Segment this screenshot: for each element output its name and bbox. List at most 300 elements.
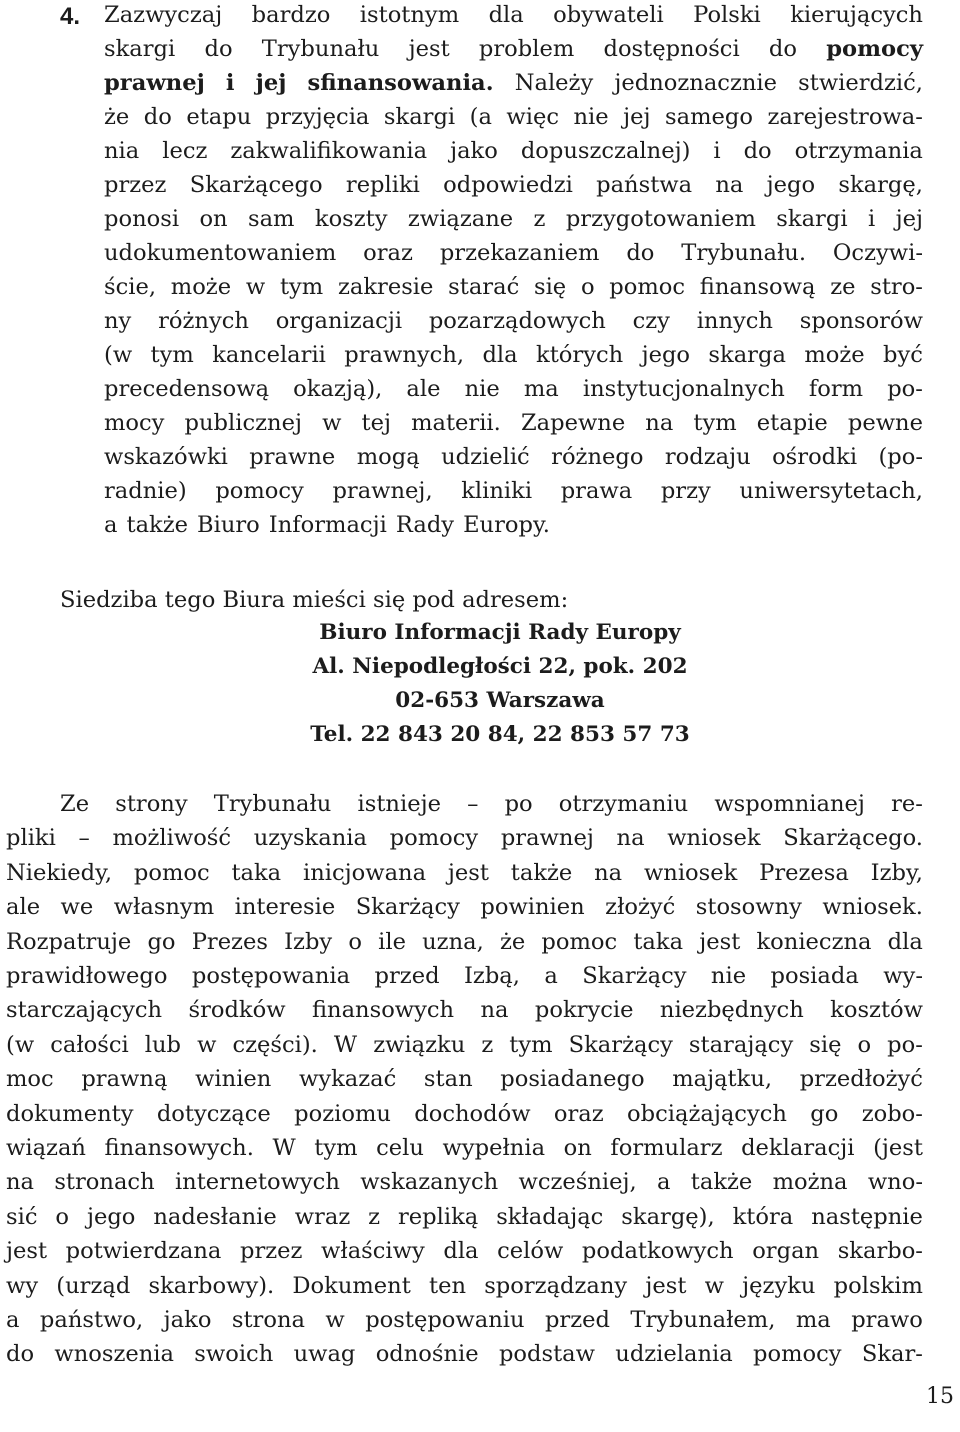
word: okazją), <box>293 376 383 402</box>
word: jej <box>623 104 651 130</box>
word: jej <box>255 70 287 96</box>
word: zarejestrowa- <box>767 104 923 130</box>
word: niezbędnych <box>659 997 804 1024</box>
word: prawną <box>81 1066 168 1093</box>
word: go <box>810 1100 839 1127</box>
word: Prezes <box>191 928 268 955</box>
word: ośrodki <box>772 444 858 470</box>
word: ponosi <box>104 206 180 232</box>
word: obciążających <box>627 1100 787 1127</box>
word: po <box>504 791 533 817</box>
word: zakwalifikowania <box>230 138 428 164</box>
address-street: Al. Niepodległości 22, pok. 202 <box>312 654 688 679</box>
word: przyjęcia <box>265 104 370 130</box>
word: pliki <box>6 825 56 852</box>
word: o <box>55 1203 70 1230</box>
page-number: 15 <box>926 1384 954 1409</box>
word: skarbowy). <box>148 1272 275 1299</box>
word: części). <box>232 1031 318 1058</box>
word: organizacji <box>275 308 403 334</box>
paragraph-two-line <box>6 1131 923 1165</box>
word: winien <box>195 1066 272 1093</box>
word: wspomnianej <box>714 791 865 817</box>
word: oraz <box>553 1100 604 1127</box>
word: się <box>809 1031 842 1058</box>
word: a <box>104 512 118 538</box>
word: poziomu <box>294 1100 391 1127</box>
word: własnym <box>113 894 215 921</box>
word: może <box>804 342 865 368</box>
word: tym <box>150 342 194 368</box>
word: uwag <box>293 1341 356 1368</box>
word: właściwy <box>321 1238 425 1265</box>
word: problem <box>478 36 575 62</box>
word: w <box>245 274 266 300</box>
word: języku <box>742 1272 816 1299</box>
word: Rady <box>395 512 455 538</box>
word: internetowych <box>174 1169 340 1196</box>
word: W <box>333 1031 358 1058</box>
word: majątku, <box>672 1066 773 1093</box>
word: przed <box>544 1307 610 1333</box>
word: ny <box>104 308 132 334</box>
word: uzyskania <box>253 825 367 852</box>
word: Prezesa <box>759 859 849 886</box>
word: istnieje <box>357 791 441 817</box>
word: składając <box>496 1203 604 1230</box>
word: Skarżącego. <box>783 825 923 852</box>
word: sponsorów <box>799 308 923 334</box>
word: Izby <box>284 928 333 955</box>
word: etapu <box>186 104 252 130</box>
word: także <box>690 1169 753 1196</box>
word: jest <box>447 859 489 886</box>
word: z <box>368 1203 381 1230</box>
word: a <box>544 963 558 989</box>
word: udzielić <box>441 444 530 470</box>
word: pomoc <box>133 859 210 886</box>
paragraph-two-line <box>6 821 923 855</box>
word: skargę, <box>838 172 923 198</box>
word: form <box>808 376 864 402</box>
word: celów <box>497 1238 564 1265</box>
word: uniwersytetach, <box>739 478 923 504</box>
word: samego <box>665 104 753 130</box>
paragraph-two-line <box>6 856 923 890</box>
word: Niekiedy, <box>6 859 113 886</box>
word: prawne <box>249 444 336 470</box>
word: prawidłowego <box>6 963 168 989</box>
address-name: Biuro Informacji Rady Europy <box>319 620 681 645</box>
word: możliwość <box>112 825 232 852</box>
paragraph-two-line <box>60 787 923 821</box>
word: pokrycie <box>534 997 634 1024</box>
word: finansowych. <box>104 1135 254 1161</box>
word: stosowny <box>695 894 802 921</box>
word: prawo <box>851 1307 923 1333</box>
word: wniosek <box>667 825 761 852</box>
word: wcześniej, <box>518 1169 637 1196</box>
word: dla <box>488 2 524 28</box>
word: otrzymaniu <box>558 791 689 817</box>
word: się <box>533 274 567 300</box>
word: jednoznacznie <box>614 70 777 96</box>
word: wiązań <box>6 1135 86 1161</box>
word: przez <box>104 172 167 198</box>
paragraph-two-line <box>6 1269 923 1303</box>
word: swoich <box>194 1341 274 1368</box>
paragraph-one-line <box>104 100 923 134</box>
word: stro- <box>870 274 923 300</box>
word: jest <box>699 928 741 955</box>
paragraph-one-line <box>104 372 923 406</box>
word: dochodów <box>414 1100 531 1127</box>
word: potwierdzana <box>65 1238 222 1265</box>
word: Oczywi- <box>832 240 923 266</box>
word: moc <box>6 1066 54 1093</box>
word: strona <box>231 1307 305 1333</box>
word: udokumentowaniem <box>104 240 337 266</box>
word: różnego <box>551 444 644 470</box>
word: (w <box>6 1031 35 1058</box>
word: przez <box>240 1238 303 1265</box>
word: można <box>772 1169 848 1196</box>
word: następnie <box>811 1203 923 1230</box>
word: podstaw <box>498 1341 595 1368</box>
word: tym <box>314 1135 358 1161</box>
word: do <box>6 1341 35 1368</box>
paragraph-two-line <box>6 1337 923 1371</box>
word: we <box>60 894 94 921</box>
word: więc <box>506 104 560 130</box>
word: Trybunałem, <box>630 1307 776 1333</box>
word: tym <box>279 274 324 300</box>
paragraph-one-line <box>104 236 923 270</box>
word: powinien <box>480 894 585 921</box>
word: W <box>272 1135 296 1161</box>
word: wykazać <box>298 1066 397 1093</box>
word: inicjowana <box>302 859 427 886</box>
word: repliką <box>398 1203 479 1230</box>
word: i <box>225 70 235 96</box>
word: skargi <box>383 104 456 130</box>
word: mogą <box>356 444 420 470</box>
address-city: 02-653 Warszawa <box>395 688 605 713</box>
word: nie <box>710 963 747 989</box>
word: wskazówki <box>104 444 228 470</box>
word: prawnej <box>500 825 594 852</box>
word: Trybunału <box>261 36 380 62</box>
word: koszty <box>314 206 388 232</box>
word: pomocy <box>215 478 304 504</box>
word: dla <box>443 1238 479 1265</box>
word: stronach <box>54 1169 155 1196</box>
paragraph-one-line <box>104 134 923 168</box>
word: przed <box>374 963 440 989</box>
word: Ze <box>60 791 90 817</box>
word: taka <box>633 928 684 955</box>
word: Polski <box>693 2 761 28</box>
word: nadesłanie <box>153 1203 277 1230</box>
word: przy <box>660 478 711 504</box>
word: pomocy <box>826 36 923 62</box>
word: prawa <box>560 478 633 504</box>
word: przedłożyć <box>799 1066 923 1093</box>
word: dokumenty <box>6 1100 134 1127</box>
paragraph-one-line <box>104 406 923 440</box>
word: ście, <box>104 274 157 300</box>
word: bardzo <box>251 2 331 28</box>
word: także <box>126 512 188 538</box>
paragraph-one-line <box>104 32 923 66</box>
word: w <box>322 410 342 436</box>
paragraph-one-line <box>104 66 923 100</box>
word: w <box>704 1272 724 1299</box>
word: polskim <box>833 1272 923 1299</box>
address-phone: Tel. 22 843 20 84, 22 853 57 73 <box>310 722 690 747</box>
word: państwo, <box>39 1307 144 1333</box>
word: wy <box>6 1272 39 1299</box>
word: ten <box>429 1272 467 1299</box>
word: Należy <box>514 70 594 96</box>
word: istotnym <box>359 2 460 28</box>
word: z <box>481 1031 494 1058</box>
word: pomocy <box>389 825 479 852</box>
word: ale <box>6 894 41 921</box>
word: nie <box>464 376 500 402</box>
word: Zapewne <box>520 410 626 436</box>
word: Dokument <box>292 1272 411 1299</box>
word: w <box>325 1307 345 1333</box>
paragraph-one-line <box>104 0 923 32</box>
word: Skarżący <box>568 1031 673 1058</box>
paragraph-two-line <box>6 925 923 959</box>
word: państwa <box>596 172 693 198</box>
word: Izby, <box>870 859 923 886</box>
word: starać <box>448 274 520 300</box>
word: że <box>499 928 526 955</box>
word: Biuro <box>197 512 260 538</box>
word: dla <box>887 928 923 955</box>
word: skargę), <box>621 1203 715 1230</box>
word: postępowaniu <box>365 1307 525 1333</box>
word: posiadanego <box>500 1066 645 1093</box>
word: pomocy <box>753 1341 842 1368</box>
word: innych <box>696 308 773 334</box>
word: repliki <box>345 172 420 198</box>
word: obywateli <box>553 2 664 28</box>
word: formularz <box>610 1135 723 1161</box>
word: na <box>616 825 645 852</box>
word: całości <box>50 1031 129 1058</box>
paragraph-two-line <box>6 959 923 993</box>
word: do <box>143 104 172 130</box>
word: (urząd <box>56 1272 131 1299</box>
word: jej <box>895 206 923 232</box>
word: skarbo- <box>837 1238 923 1265</box>
paragraph-one-line <box>104 474 923 508</box>
word: skargi <box>776 206 848 232</box>
word: nie <box>573 104 609 130</box>
word: o <box>580 274 595 300</box>
word: udzielania <box>615 1341 733 1368</box>
word: dla <box>482 342 518 368</box>
word: do <box>743 138 772 164</box>
word: jako <box>163 1307 212 1333</box>
word: na <box>715 172 744 198</box>
word: ile <box>378 928 406 955</box>
word: (w <box>104 342 133 368</box>
paragraph-one-line <box>104 270 923 304</box>
word: skarga <box>708 342 786 368</box>
word: finansową <box>699 274 816 300</box>
word: Skarżący <box>582 963 687 989</box>
word: Skar- <box>861 1341 923 1368</box>
word: dotyczące <box>156 1100 271 1127</box>
word: stwierdzić, <box>798 70 923 96</box>
word: jego <box>86 1203 136 1230</box>
word: w <box>197 1031 217 1058</box>
word: tym <box>693 410 737 436</box>
paragraph-two-line <box>6 1234 923 1268</box>
word: może <box>170 274 232 300</box>
word: dostępności <box>603 36 740 62</box>
word: ale <box>406 376 441 402</box>
word: odpowiedzi <box>443 172 573 198</box>
word: (po- <box>878 444 923 470</box>
word: Trybunału <box>213 791 332 817</box>
word: sam <box>247 206 295 232</box>
word: tej <box>361 410 391 436</box>
word: starający <box>688 1031 794 1058</box>
word: na <box>6 1169 35 1196</box>
paragraph-one-line <box>104 304 923 338</box>
word: tym <box>509 1031 553 1058</box>
paragraph-one-line <box>104 440 923 474</box>
word: wniosek <box>643 859 738 886</box>
word: także <box>510 859 573 886</box>
word: przekazaniem <box>439 240 600 266</box>
word: kliniki <box>461 478 533 504</box>
word: i <box>713 138 721 164</box>
word: strony <box>115 791 188 817</box>
word: zobo- <box>861 1100 923 1127</box>
word: różnych <box>158 308 249 334</box>
word: ma <box>523 376 559 402</box>
word: Izbą, <box>463 963 520 989</box>
word: deklaracji <box>741 1135 855 1161</box>
word: czy <box>632 308 670 334</box>
paragraph-two-line <box>6 1200 923 1234</box>
word: do <box>768 36 797 62</box>
word: re- <box>891 791 923 817</box>
word: do <box>626 240 655 266</box>
word: uzna, <box>422 928 484 955</box>
word: radnie) <box>104 478 187 504</box>
word: lub <box>144 1031 182 1058</box>
paragraph-two-line <box>6 993 923 1027</box>
word: instytucjonalnych <box>582 376 785 402</box>
word: materii. <box>411 410 501 436</box>
word: konieczna <box>756 928 872 955</box>
word: pozarządowych <box>428 308 606 334</box>
paragraph-one-line <box>104 202 923 236</box>
word: sfinansowania. <box>307 70 494 96</box>
word: złożyć <box>605 894 676 921</box>
word: Europy. <box>463 512 550 538</box>
word: interesie <box>234 894 336 921</box>
word: – <box>78 825 90 852</box>
word: Informacji <box>268 512 387 538</box>
word: wypełnia <box>442 1135 546 1161</box>
word: starczających <box>6 997 163 1024</box>
word: do <box>204 36 233 62</box>
word: jego <box>641 342 691 368</box>
word: prawnych, <box>344 342 465 368</box>
word: mocy <box>104 410 165 436</box>
paragraph-two-line <box>6 1097 923 1131</box>
paragraph-two-line <box>6 890 923 924</box>
word: Rozpatruje <box>6 928 132 955</box>
word: na <box>645 410 674 436</box>
word: i <box>867 206 876 232</box>
word: pewne <box>847 410 923 436</box>
address-intro: Siedziba tego Biura mieści się pod adresem: <box>60 587 569 613</box>
word: środków <box>188 997 286 1024</box>
word: na <box>594 859 623 886</box>
word: taka <box>231 859 282 886</box>
word: związku <box>373 1031 466 1058</box>
word: wnoszenia <box>54 1341 174 1368</box>
word: jest <box>408 36 450 62</box>
word: a <box>6 1307 20 1333</box>
paragraph-one-line <box>104 508 550 542</box>
word: postępowania <box>191 963 351 989</box>
word: go <box>147 928 176 955</box>
word: finansowych <box>311 997 455 1024</box>
word: lecz <box>162 138 208 164</box>
word: prawnej, <box>332 478 433 504</box>
word: pomoc <box>541 928 618 955</box>
word: że <box>104 104 130 130</box>
word: wraz <box>294 1203 351 1230</box>
word: ma <box>795 1307 831 1333</box>
word: dopuszczalnej) <box>520 138 691 164</box>
word: być <box>883 342 923 368</box>
word: nia <box>104 138 140 164</box>
paragraph-one-line <box>104 168 923 202</box>
word: zakresie <box>337 274 434 300</box>
list-item-number: 4. <box>60 3 81 30</box>
word: Skarżącego <box>189 172 323 198</box>
word: jego <box>766 172 816 198</box>
word: wskazanych <box>360 1169 499 1196</box>
word: wy- <box>883 963 923 989</box>
word: o <box>857 1031 872 1058</box>
word: on <box>199 206 228 232</box>
word: wno- <box>867 1169 923 1196</box>
word: celu <box>376 1135 424 1161</box>
word: (a <box>469 104 492 130</box>
paragraph-one-line <box>104 338 923 372</box>
word: jest <box>645 1272 687 1299</box>
word: po- <box>887 376 923 402</box>
word: prawnej <box>104 70 205 96</box>
word: odnośnie <box>375 1341 479 1368</box>
word: o <box>348 928 362 955</box>
word: podatkowych <box>581 1238 734 1265</box>
word: – <box>467 791 479 817</box>
